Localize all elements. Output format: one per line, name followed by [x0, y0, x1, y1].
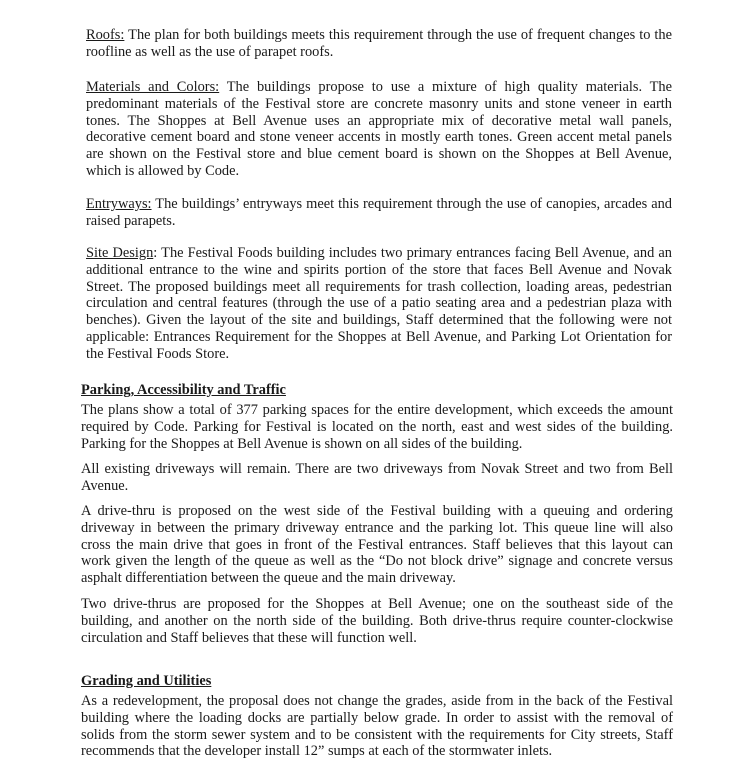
- parking-paragraph-4: Two drive-thrus are proposed for the Shoppes at Bell Avenue; one on the southeast side of the building, and another on the north side of the building. Both drive-thrus require counter-clockwise circulation and Staff believes that these will function well.: [81, 596, 673, 646]
- roofs-paragraph: [86, 27, 672, 61]
- site-design-paragraph: [86, 245, 672, 363]
- entryways-paragraph: [86, 196, 672, 230]
- site-design-label: Site Design: [86, 245, 154, 261]
- parking-paragraph-3: A drive-thru is proposed on the west side of the Festival building with a queuing and ordering driveway in between the primary driveway entrance and the parking lot. This queue line will also cross the main drive that goes in front of the Festival entrances. Staff believes that this layout can work given the length of the queue as well as the “Do not block drive” signage and concrete versus asphalt differentiation between the queue and the main driveway.: [81, 503, 673, 587]
- roofs-text: The plan for both buildings meets this requirement through the use of frequent changes to the roofline as well as the use of parapet roofs.: [86, 27, 672, 60]
- parking-heading: Parking, Accessibility and Traffic: [81, 382, 286, 398]
- grading-heading: Grading and Utilities: [81, 673, 212, 689]
- parking-paragraph-1: The plans show a total of 377 parking spaces for the entire development, which exceeds the amount required by Code. Parking for Festival is located on the north, east and west sides of the building. Parking for the Shoppes at Bell Avenue is shown on all sides of the building.: [81, 402, 673, 452]
- materials-text: The buildings propose to use a mixture of high quality materials. The predominant materials of the Festival store are concrete masonry units and stone veneer in earth tones. The Shoppes at Bell Avenue uses an appropriate mix of decorative metal wall panels, decorative cement board and stone veneer accents in mostly earth tones. Green accent metal panels are shown on the Festival store and blue cement board is shown on the Shoppes at Bell Avenue, which is allowed by Code.: [86, 79, 672, 179]
- materials-label: Materials and Colors:: [86, 79, 220, 95]
- grading-paragraph-1: As a redevelopment, the proposal does not change the grades, aside from in the back of the Festival building where the loading docks are partially below grade. In order to assist with the removal of solids from the storm sewer system and to be consistent with the requirements for City streets, Staff recommends that the developer install 12” sumps at each of the stormwater inlets.: [81, 693, 673, 760]
- materials-paragraph: [86, 79, 672, 180]
- entryways-label: Entryways:: [86, 196, 152, 212]
- roofs-label: Roofs:: [86, 27, 125, 43]
- site-design-text: : The Festival Foods building includes two primary entrances facing Bell Avenue, and an additional entrance to the wine and spirits portion of the store that faces Bell Avenue and Novak Street. The proposed buildings meet all requirements for trash collection, loading areas, pedestrian circulation and central features (through the use of a patio seating area and a pedestrian plaza with benches). Given the layout of the site and buildings, Staff determined that the following were not applicable: Entrances Requirement for the Shoppes at Bell Avenue, and Parking Lot Orientation for the Festival Foods Store.: [86, 245, 672, 362]
- parking-paragraph-2: All existing driveways will remain. There are two driveways from Novak Street and two from Bell Avenue.: [81, 461, 673, 494]
- entryways-text: The buildings’ entryways meet this requirement through the use of canopies, arcades and raised parapets.: [86, 196, 672, 229]
